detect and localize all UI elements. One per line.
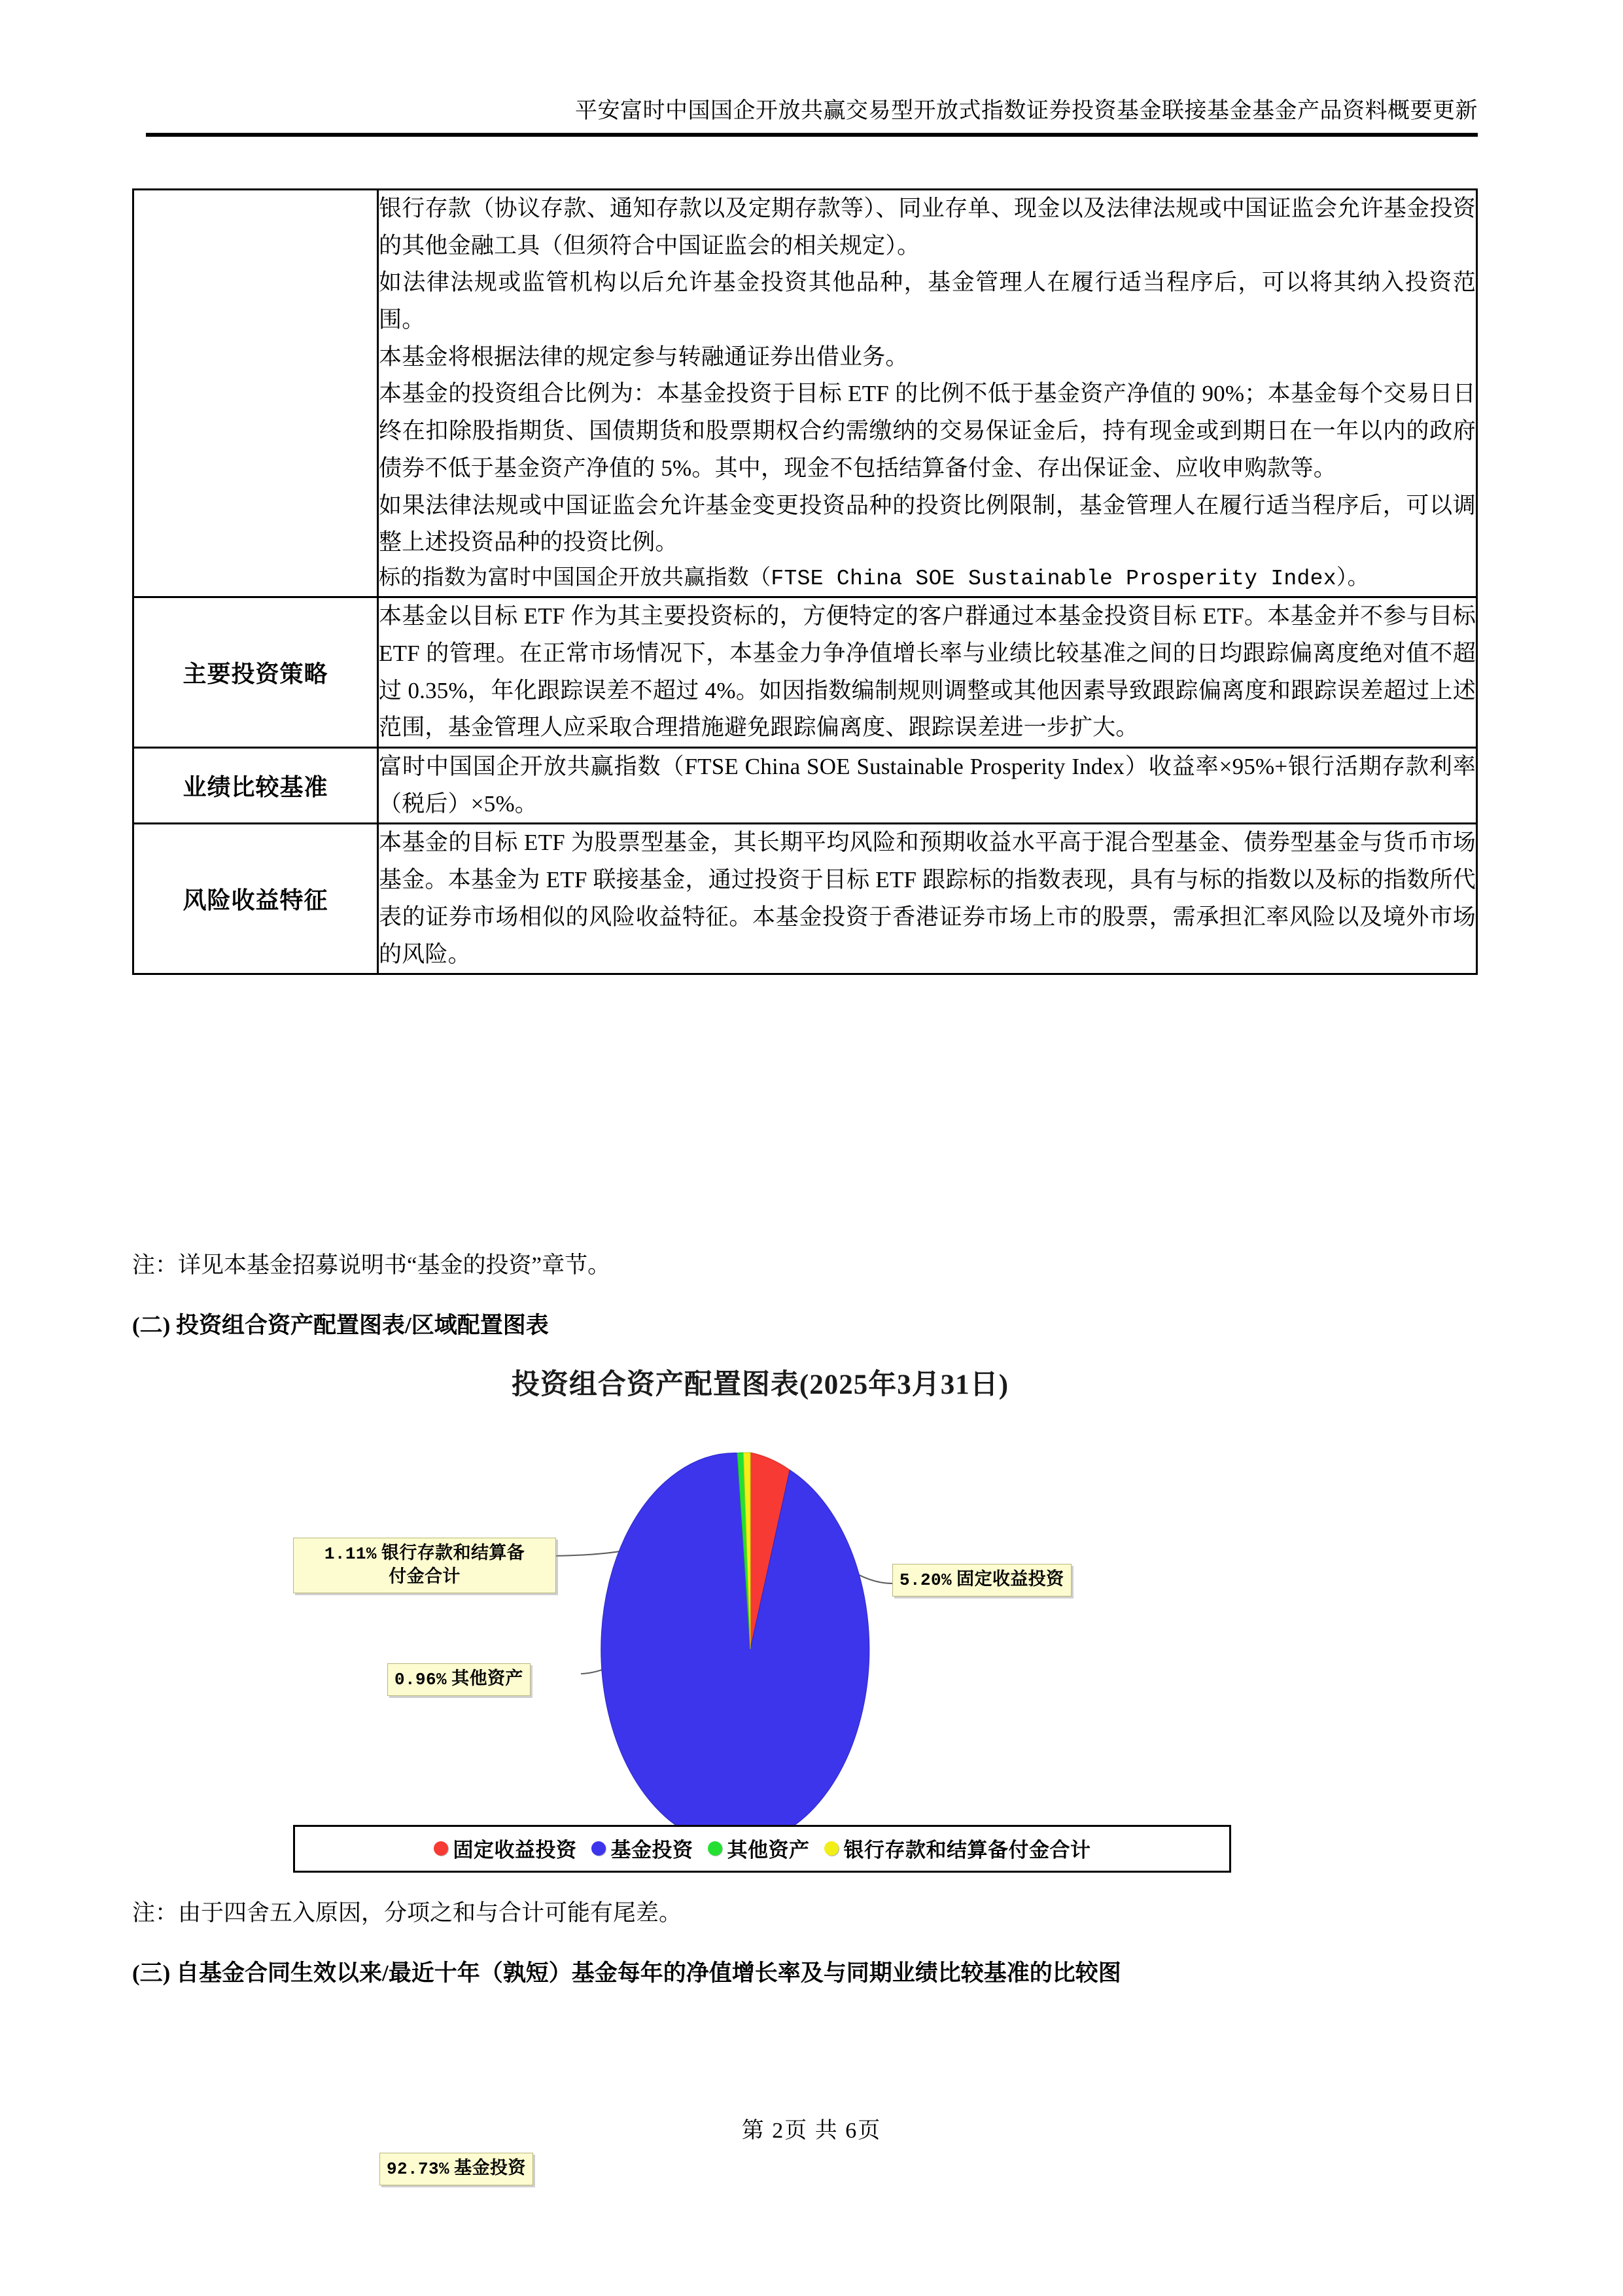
- callout-bank-deposit: [293, 1538, 556, 1593]
- legend-color-dot-red: [434, 1841, 448, 1856]
- page-footer: 第 2页 共 6页: [741, 2119, 882, 2143]
- row-label-risk-return: 风险收益特征: [133, 824, 378, 974]
- table-row: [133, 597, 1477, 748]
- legend-color-dot-green: [708, 1841, 722, 1856]
- callout-percent: 1.11%: [324, 1544, 377, 1564]
- table-row: [133, 748, 1477, 824]
- paragraph: 银行存款（协议存款、通知存款以及定期存款等）、同业存单、现金以及法律法规或中国证监会允许基金投资的其他金融工具（但须符合中国证监会的相关规定）。: [379, 196, 1476, 258]
- legend-color-dot-blue: [591, 1841, 606, 1856]
- note-investment-chapter: 注：详见本基金招募说明书“基金的投资”章节。: [132, 1252, 611, 1278]
- callout-label: 银行存款和结算备: [381, 1543, 525, 1563]
- callout-percent: 5.20%: [899, 1570, 952, 1590]
- callout-other-assets: [387, 1663, 531, 1696]
- note-rounding: 注：由于四舍五入原因，分项之和与合计可能有尾差。: [132, 1900, 682, 1926]
- paragraph: 本基金的目标 ETF 为股票型基金，其长期平均风险和预期收益水平高于混合型基金、债券型基金与货币市场基金。本基金为 ETF 联接基金，通过投资于目标 ETF 跟踪标的指数表现，具有与标的指数以及标的指数所代表的证券市场相似的风险收益特征。本基金投资于香港证券市场上市的股票，需承担汇率风险以及境外市场的风险。: [379, 830, 1476, 967]
- row-label-main-strategy: 主要投资策略: [133, 597, 378, 748]
- callout-label-line2: 付金合计: [389, 1566, 461, 1587]
- paragraph: 如果法律法规或中国证监会允许基金变更投资品种的投资比例限制，基金管理人在履行适当程序后，可以调整上述投资品种的投资比例。: [379, 492, 1476, 556]
- section-heading-two: (二) 投资组合资产配置图表/区域配置图表: [132, 1313, 549, 1338]
- fund-info-table: [132, 188, 1478, 975]
- callout-percent: 92.73%: [387, 2159, 450, 2179]
- callout-percent: 0.96%: [394, 1670, 447, 1689]
- legend-color-dot-yellow: [824, 1841, 839, 1856]
- callout-label: 固定收益投资: [956, 1569, 1064, 1589]
- legend-label: 银行存款和结算备付金合计: [843, 1839, 1091, 1862]
- callout-fixed-income: [892, 1564, 1072, 1597]
- row-body: [378, 597, 1477, 748]
- legend-item-other-assets: [703, 1833, 815, 1863]
- legend-item-fund-investment: [586, 1833, 699, 1863]
- header-title: 平安富时中国国企开放共赢交易型开放式指数证券投资基金联接基金基金产品资料概要更新: [575, 99, 1478, 123]
- row-body: [378, 824, 1477, 974]
- pie-slice-fund-investment: [601, 1453, 869, 1846]
- row-label: [133, 190, 378, 597]
- row-body: [378, 748, 1477, 824]
- legend-label: 固定收益投资: [453, 1839, 577, 1862]
- callout-label: 其他资产: [451, 1669, 523, 1688]
- legend-label: 其他资产: [727, 1839, 810, 1862]
- paragraph: 标的指数为富时中国国企开放共赢指数（FTSE China SOE Sustainable Prosperity Index）。: [379, 566, 1369, 591]
- legend-label: 基金投资: [610, 1839, 693, 1862]
- legend-item-fixed-income: [428, 1833, 582, 1863]
- table-row: [133, 190, 1477, 597]
- pie-chart-svg: [230, 1348, 1290, 1865]
- callout-fund-investment: [379, 2153, 533, 2185]
- header-divider: [146, 133, 1478, 137]
- chart-title: 投资组合资产配置图表(2025年3月31日): [511, 1369, 1009, 1400]
- section-heading-three: (三) 自基金合同生效以来/最近十年（孰短）基金每年的净值增长率及与同期业绩比较基准的比较图: [132, 1960, 1121, 1986]
- paragraph: 如法律法规或监管机构以后允许基金投资其他品种，基金管理人在履行适当程序后，可以将其纳入投资范围。: [379, 270, 1476, 333]
- row-body: [378, 190, 1477, 597]
- paragraph: 本基金以目标 ETF 作为其主要投资标的，方便特定的客户群通过本基金投资目标 ETF。本基金并不参与目标 ETF 的管理。在正常市场情况下，本基金力争净值增长率与业绩比较基准之间的日均跟踪偏离度绝对值不超过 0.35%，年化跟踪误差不超过 4%。如因指数编制规则调整或其他因素导致跟踪偏离度和跟踪误差超过上述范围，基金管理人应采取合理措施避免跟踪偏离度、跟踪误差进一步扩大。: [379, 603, 1476, 741]
- paragraph: 本基金将根据法律的规定参与转融通证券出借业务。: [379, 344, 909, 370]
- document-header: [146, 98, 1478, 137]
- table-row: [133, 824, 1477, 974]
- legend-item-bank-deposit: [819, 1833, 1096, 1863]
- row-label-benchmark: 业绩比较基准: [133, 748, 378, 824]
- chart-legend: [293, 1825, 1231, 1873]
- callout-label: 基金投资: [454, 2158, 526, 2178]
- paragraph: 本基金的投资组合比例为：本基金投资于目标 ETF 的比例不低于基金资产净值的 90%；本基金每个交易日日终在扣除股指期货、国债期货和股票期权合约需缴纳的交易保证金后，持有现金或到期日在一年以内的政府债券不低于基金资产净值的 5%。其中，现金不包括结算备付金、存出保证金、应收申购款等。: [379, 381, 1476, 481]
- paragraph: 富时中国国企开放共赢指数（FTSE China SOE Sustainable Prosperity Index）收益率×95%+银行活期存款利率（税后）×5%。: [379, 754, 1476, 817]
